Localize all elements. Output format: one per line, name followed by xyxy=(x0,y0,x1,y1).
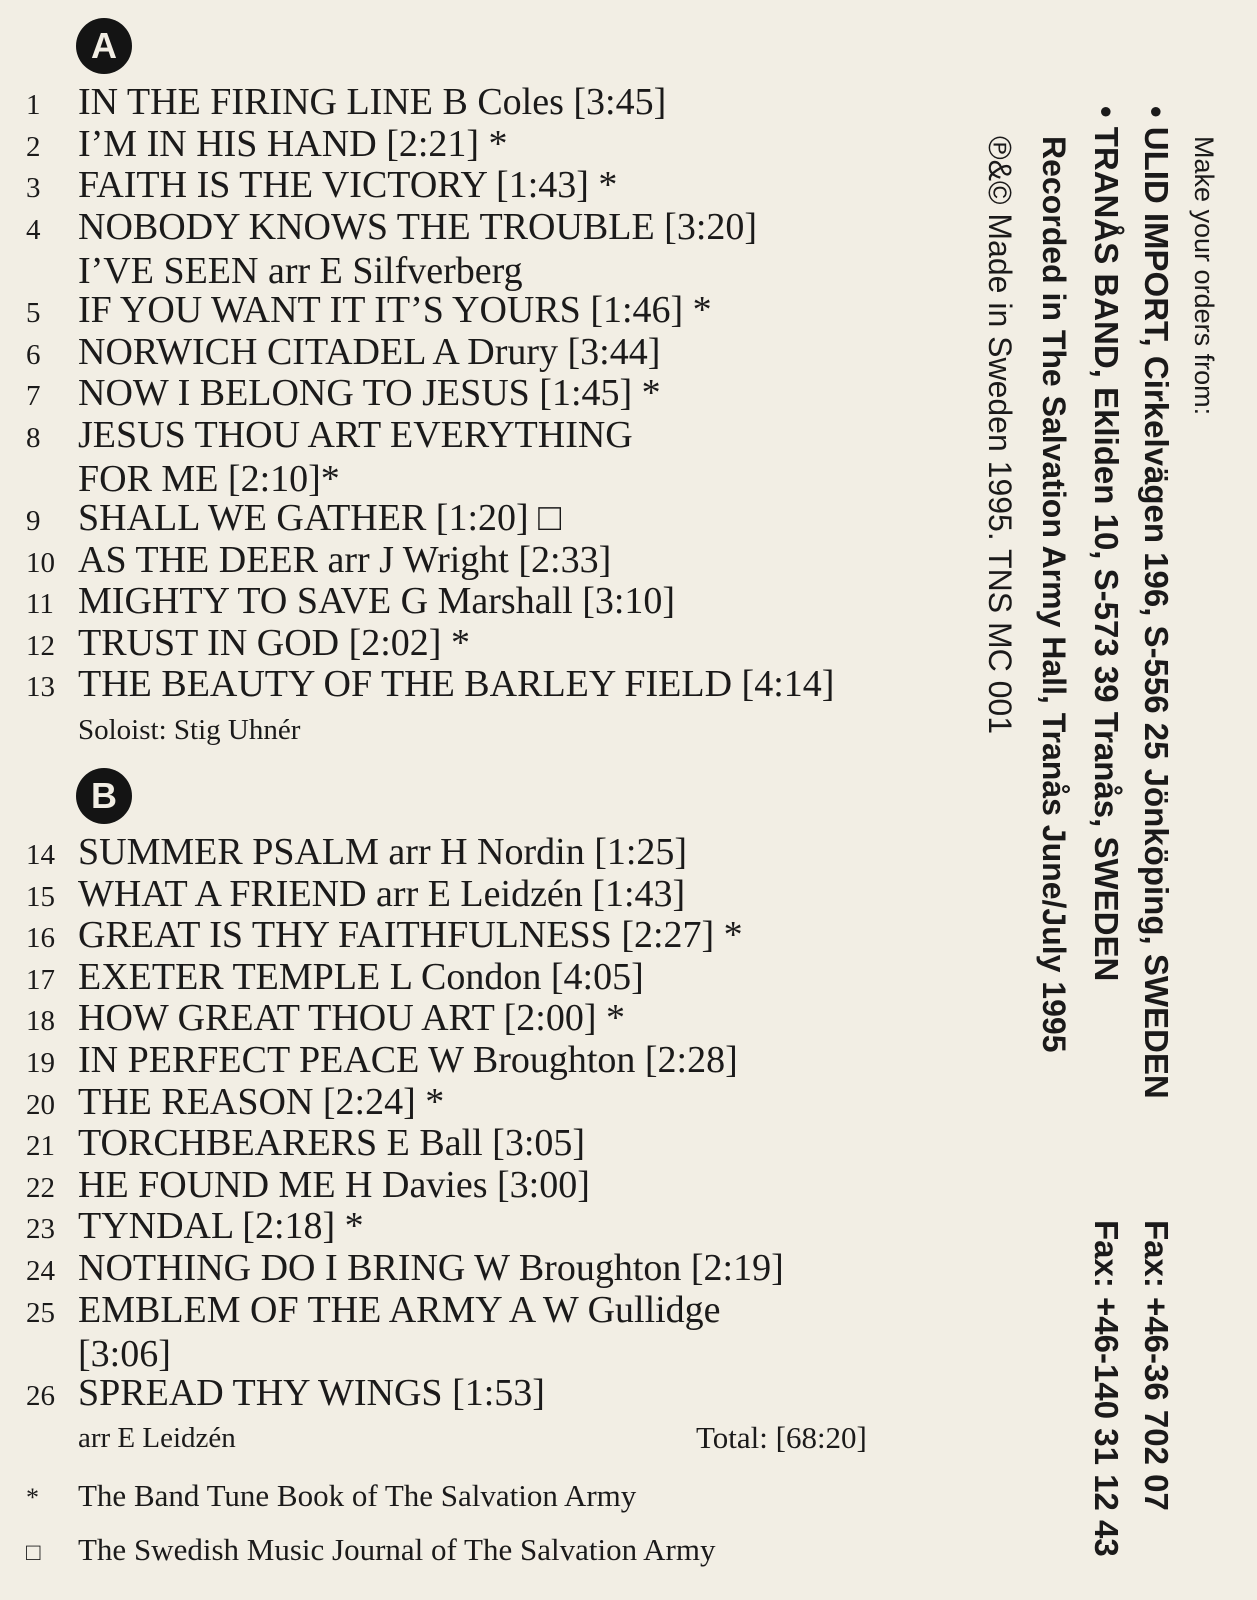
track-title: JESUS THOU ART EVERYTHING xyxy=(78,413,633,456)
track-number: 9 xyxy=(26,505,41,537)
arranger-credit: arr E Leidzén xyxy=(78,1422,236,1454)
track-2 xyxy=(26,124,926,169)
track-21 xyxy=(26,1123,926,1168)
address-ulid xyxy=(1128,106,1184,1566)
track-number: 21 xyxy=(26,1130,55,1163)
track-20 xyxy=(26,1082,926,1127)
track-number: 4 xyxy=(26,213,41,246)
track-title: AS THE DEER arr J Wright [2:33] xyxy=(78,538,612,581)
track-8 xyxy=(26,415,926,501)
track-title: THE REASON [2:24] * xyxy=(78,1080,445,1123)
track-19 xyxy=(26,1040,926,1085)
track-title: TRUST IN GOD [2:02] * xyxy=(78,621,470,664)
track-number: 7 xyxy=(26,380,41,413)
track-number: 2 xyxy=(26,130,41,163)
track-number: 13 xyxy=(26,671,55,704)
fax-number: Fax: +46-36 702 07 xyxy=(1138,1220,1175,1511)
track-1 xyxy=(26,82,926,127)
track-number: 14 xyxy=(26,839,55,871)
track-18 xyxy=(26,998,926,1043)
track-title: SPREAD THY WINGS [1:53] xyxy=(78,1371,545,1414)
track-title: NOBODY KNOWS THE TROUBLE [3:20] xyxy=(78,205,758,248)
address-tranas xyxy=(1078,106,1134,1566)
address-text: TRANÅS BAND, Ekliden 10, S-573 39 Tranås, SWEDEN xyxy=(1088,126,1125,982)
side-b-badge: B xyxy=(76,768,132,824)
track-26 xyxy=(26,1373,926,1418)
track-number: 10 xyxy=(26,546,55,579)
footnote-square xyxy=(26,1532,715,1568)
soloist-credit: Soloist: Stig Uhnér xyxy=(78,714,301,746)
track-number: 8 xyxy=(26,421,41,454)
track-25 xyxy=(26,1290,926,1376)
track-5 xyxy=(26,290,926,335)
track-number: 11 xyxy=(26,588,54,621)
track-14 xyxy=(26,832,926,877)
track-title: SUMMER PSALM arr H Nordin [1:25] xyxy=(78,831,688,873)
track-title: IN PERFECT PEACE W Broughton [2:28] xyxy=(78,1039,738,1081)
track-title: GREAT IS THY FAITHFULNESS [2:27] * xyxy=(78,914,743,957)
track-number: 1 xyxy=(26,89,41,121)
track-number: 16 xyxy=(26,922,55,955)
track-title-continued: I’VE SEEN arr E Silfverberg xyxy=(78,250,523,293)
track-number: 6 xyxy=(26,338,41,371)
bullet-icon: • xyxy=(1088,106,1125,118)
track-3 xyxy=(26,165,926,210)
footnote-asterisk xyxy=(26,1478,636,1514)
track-4 xyxy=(26,207,926,293)
track-title: NOTHING DO I BRING W Broughton [2:19] xyxy=(78,1247,784,1289)
total-duration: Total: [68:20] xyxy=(696,1420,867,1455)
track-13 xyxy=(26,664,926,709)
track-number: 19 xyxy=(26,1047,55,1079)
track-title: TORCHBEARERS E Ball [3:05] xyxy=(78,1122,586,1165)
track-title: SHALL WE GATHER [1:20] □ xyxy=(78,497,562,539)
recording-info: Recorded in The Salvation Army Hall, Tranås June/July 1995 xyxy=(1036,136,1072,1053)
track-15 xyxy=(26,874,926,919)
footnote-text: The Swedish Music Journal of The Salvation Army xyxy=(78,1532,716,1567)
track-24 xyxy=(26,1248,926,1293)
bullet-icon: • xyxy=(1138,106,1175,118)
track-16 xyxy=(26,915,926,960)
track-title-continued: FOR ME [2:10]* xyxy=(78,458,340,501)
track-number: 5 xyxy=(26,297,41,329)
copyright-line: ℗&© Made in Sweden 1995. TNS MC 001 xyxy=(982,136,1018,734)
track-7 xyxy=(26,373,926,418)
track-number: 3 xyxy=(26,172,41,205)
track-6 xyxy=(26,332,926,377)
footnote-text: The Band Tune Book of The Salvation Army xyxy=(78,1478,637,1513)
track-title: NOW I BELONG TO JESUS [1:45] * xyxy=(78,372,661,415)
track-9 xyxy=(26,498,926,543)
track-12 xyxy=(26,623,926,668)
track-number: 25 xyxy=(26,1296,55,1329)
track-number: 26 xyxy=(26,1379,55,1412)
track-title: TYNDAL [2:18] * xyxy=(78,1205,364,1248)
track-22 xyxy=(26,1165,926,1210)
address-text: ULID IMPORT, Cirkelvägen 196, S-556 25 Jönköping, SWEDEN xyxy=(1138,126,1175,1099)
track-number: 15 xyxy=(26,880,55,913)
track-10 xyxy=(26,540,926,585)
track-title-continued: [3:06] xyxy=(78,1333,171,1376)
track-title: IN THE FIRING LINE B Coles [3:45] xyxy=(78,81,667,123)
track-title: HOW GREAT THOU ART [2:00] * xyxy=(78,997,625,1040)
track-title: EXETER TEMPLE L Condon [4:05] xyxy=(78,955,644,998)
track-number: 18 xyxy=(26,1005,55,1038)
track-title: THE BEAUTY OF THE BARLEY FIELD [4:14] xyxy=(78,663,835,706)
track-number: 12 xyxy=(26,629,55,662)
track-title: I’M IN HIS HAND [2:21] * xyxy=(78,122,508,165)
asterisk-marker: * xyxy=(26,1483,39,1512)
track-17 xyxy=(26,957,926,1002)
track-number: 20 xyxy=(26,1088,55,1121)
track-number: 24 xyxy=(26,1255,55,1287)
track-number: 22 xyxy=(26,1171,55,1204)
track-title: WHAT A FRIEND arr E Leidzén [1:43] xyxy=(78,872,686,915)
orders-heading: Make your orders from: xyxy=(1189,136,1219,416)
track-23 xyxy=(26,1206,926,1251)
track-number: 17 xyxy=(26,963,55,996)
fax-number: Fax: +46-140 31 12 43 xyxy=(1088,1220,1125,1557)
track-11 xyxy=(26,581,926,626)
track-title: IF YOU WANT IT IT’S YOURS [1:46] * xyxy=(78,289,712,331)
track-title: EMBLEM OF THE ARMY A W Gullidge xyxy=(78,1288,721,1331)
track-title: MIGHTY TO SAVE G Marshall [3:10] xyxy=(78,580,676,623)
track-title: FAITH IS THE VICTORY [1:43] * xyxy=(78,164,618,207)
side-a-badge: A xyxy=(76,18,132,74)
track-title: HE FOUND ME H Davies [3:00] xyxy=(78,1163,590,1206)
square-marker: □ xyxy=(26,1540,41,1566)
track-number: 23 xyxy=(26,1213,55,1246)
track-title: NORWICH CITADEL A Drury [3:44] xyxy=(78,330,661,373)
